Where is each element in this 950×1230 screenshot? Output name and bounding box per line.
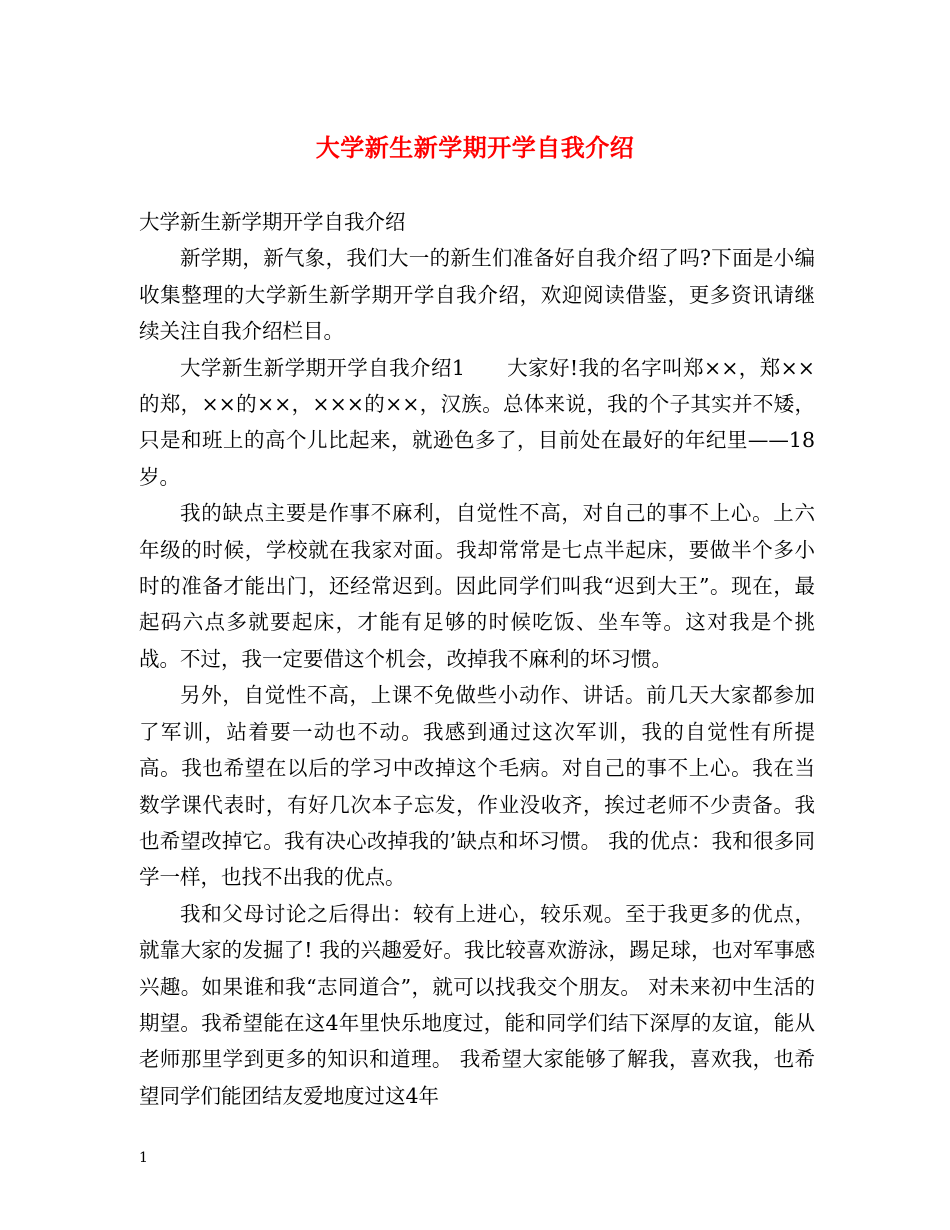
paragraph-intro: 新学期，新气象，我们大一的新生们准备好自我介绍了吗?下面是小编收集整理的大学新生新学期开学自我介绍，欢迎阅读借鉴，更多资讯请继续关注自我介绍栏目。: [139, 246, 815, 344]
page-number: 1: [139, 1150, 148, 1166]
document-title: 大学新生新学期开学自我介绍: [315, 133, 635, 162]
document-body: [139, 204, 815, 1114]
paragraph-self-discipline: 另外，自觉性不高，上课不免做些小动作、讲话。前几天大家都参加了军训，站着要一动也不动。我感到通过这次军训，我的自觉性有所提高。我也希望在以后的学习中改掉这个毛病。对自己的事不上心。我在当数学课代表时，有好几次本子忘发，作业没收齐，挨过老师不少责备。我也希望改掉它。我有决心改掉我的’缺点和坏习惯。 我的优点：我和很多同学一样，也找不出我的优点。: [139, 683, 815, 890]
paragraph-strengths-hopes: 我和父母讨论之后得出：较有上进心，较乐观。至于我更多的优点，就靠大家的发掘了! 我的兴趣爱好。我比较喜欢游泳，踢足球，也对军事感兴趣。如果谁和我“志同道合”，就可以找我交个朋友。 对未来初中生活的期望。我希望能在这4年里快乐地度过，能和同学们结下深厚的友谊，能从老师那里学到更多的知识和道理。 我希望大家能够了解我，喜欢我，也希望同学们能团结友爱地度过这4年: [139, 901, 815, 1108]
paragraph-self-intro: 大学新生新学期开学自我介绍1 大家好!我的名字叫郑××，郑××的郑，××的××，×××的××，汉族。总体来说，我的个子其实并不矮，只是和班上的高个儿比起来，就逊色多了，目前处在最好的年纪里——18岁。: [139, 355, 815, 489]
paragraph-shortcomings: 我的缺点主要是作事不麻利，自觉性不高，对自己的事不上心。上六年级的时候，学校就在我家对面。我却常常是七点半起床，要做半个多小时的准备才能出门，还经常迟到。因此同学们叫我“迟到大王”。现在，最起码六点多就要起床，才能有足够的时候吃饭、坐车等。这对我是个挑战。不过，我一定要借这个机会，改掉我不麻利的坏习惯。: [139, 501, 815, 671]
paragraph-heading: 大学新生新学期开学自我介绍: [139, 210, 406, 234]
